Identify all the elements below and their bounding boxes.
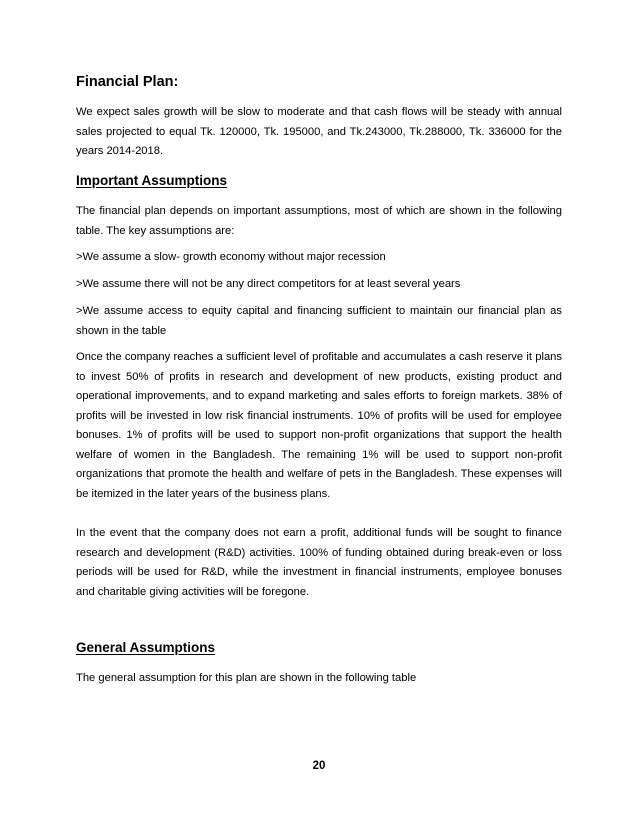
financial-plan-heading: Financial Plan: xyxy=(76,74,179,90)
important-assumptions-intro: The financial plan depends on important assumptions, most of which are shown in the following table. The key assumptions are: xyxy=(76,205,562,237)
general-assumptions-paragraph: The general assumption for this plan are shown in the following table xyxy=(76,672,417,684)
important-assumptions-heading: Important Assumptions xyxy=(76,173,228,188)
profit-allocation-paragraph: Once the company reaches a sufficient level of profitable and accumulates a cash reserve it plans to invest 50% of profits in research and development of new products, existing product and operational improvements, and to expand marketing and sales efforts to foreign markets. 38% of profits will be invested in low risk financial instruments. 10% of profits will be used for employee bonuses. 1% of profits will be used to support non-profit organizations that support the health welfare of women in the Bangladesh. The remaining 1% will be used to support non-profit organizations that promote the health and welfare of pets in the Bangladesh. These expenses will be itemized in the later years of the business plans. xyxy=(76,351,562,500)
assumption-item: >We assume access to equity capital and financing sufficient to maintain our financial plan as shown in the table xyxy=(76,305,562,337)
assumption-item: >We assume there will not be any direct competitors for at least several years xyxy=(76,278,461,290)
no-profit-paragraph: In the event that the company does not earn a profit, additional funds will be sought to finance research and development (R&D) activities. 100% of funding obtained during break-even or loss periods will be used for R&D, while the investment in financial instruments, employee bonuses and charitable giving activities will be foregone. xyxy=(76,527,562,598)
financial-plan-paragraph: We expect sales growth will be slow to moderate and that cash flows will be steady with annual sales projected to equal Tk. 120000, Tk. 195000, and Tk.243000, Tk.288000, Tk. 336000 for the years 2014-2018. xyxy=(76,106,562,157)
assumption-item: >We assume a slow- growth economy without major recession xyxy=(76,251,386,263)
page-number: 20 xyxy=(312,760,326,772)
general-assumptions-heading: General Assumptions xyxy=(76,640,216,655)
